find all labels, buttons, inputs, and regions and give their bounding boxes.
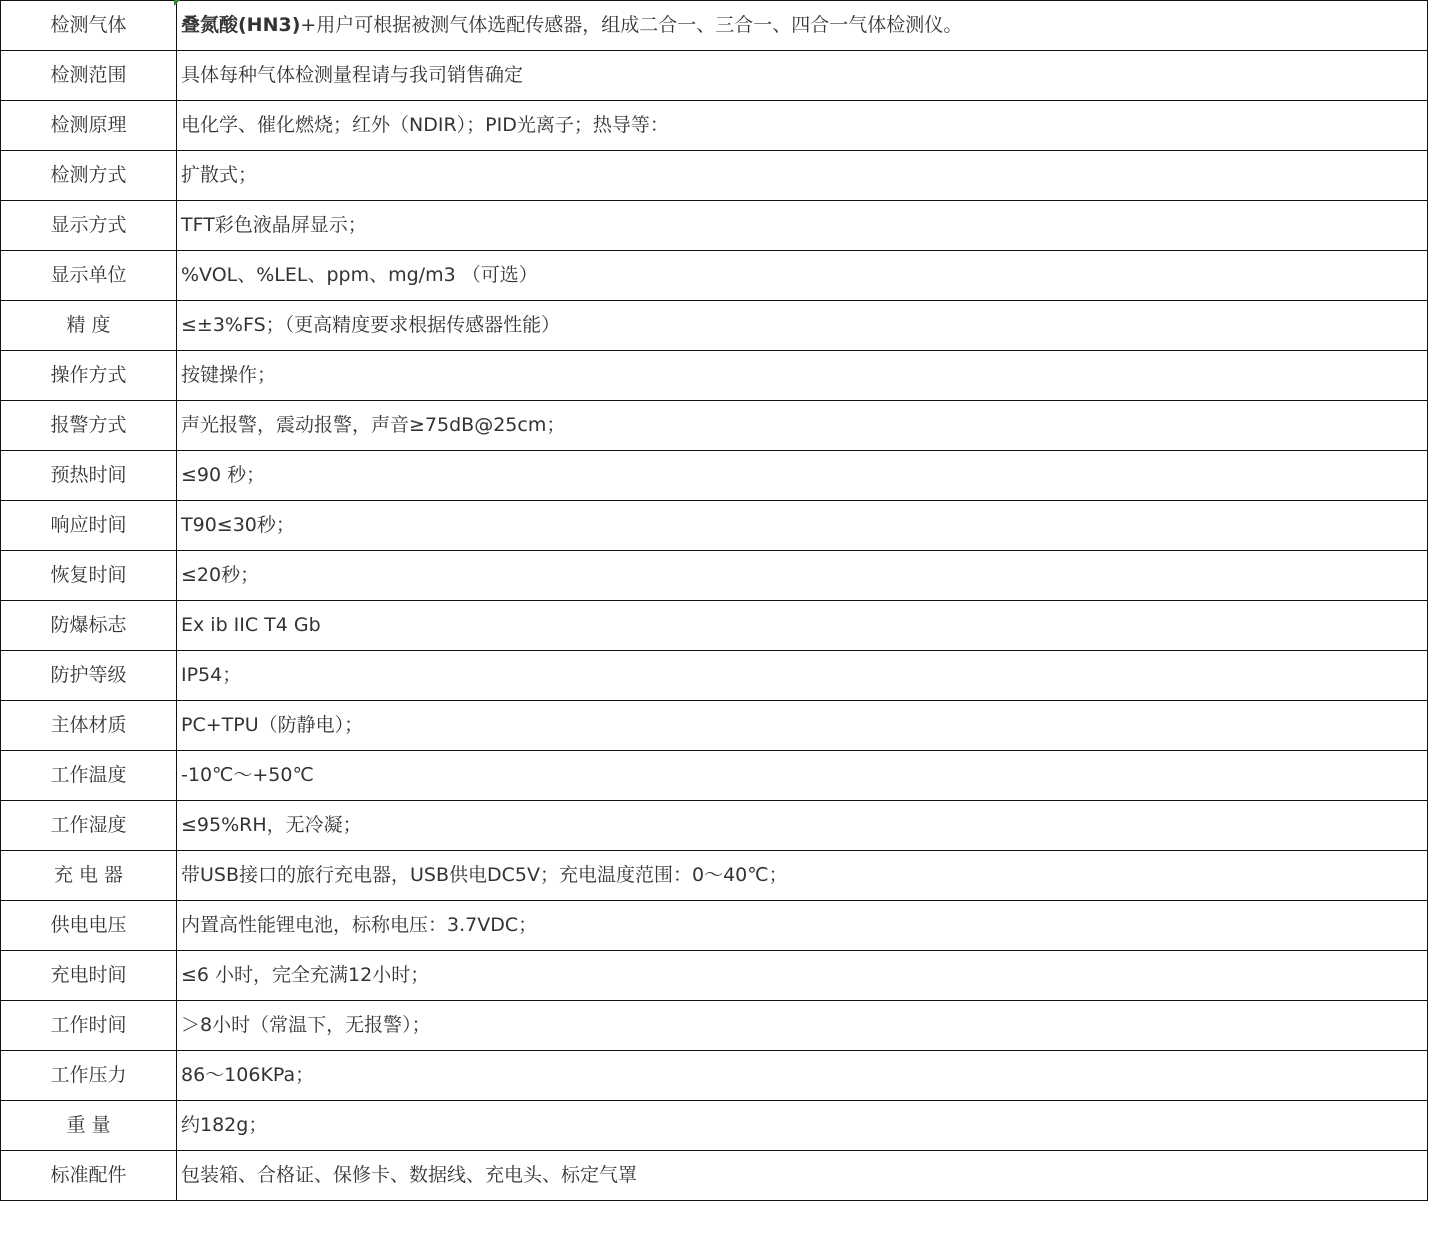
row-value: ≤95%RH，无冷凝； [177, 801, 1428, 851]
row-value-text: +用户可根据被测气体选配传感器，组成二合一、三合一、四合一气体检测仪。 [300, 14, 963, 36]
row-value: %VOL、%LEL、ppm、mg/m3 （可选） [177, 251, 1428, 301]
row-value: 带USB接口的旅行充电器，USB供电DC5V；充电温度范围：0～40℃； [177, 851, 1428, 901]
row-value: 约182g； [177, 1101, 1428, 1151]
gas-name: 叠氮酸(HN3) [181, 14, 301, 36]
table-row [1, 1101, 1428, 1151]
table-row [1, 601, 1428, 651]
row-value: PC+TPU（防静电）； [177, 701, 1428, 751]
row-label: 工作温度 [1, 751, 177, 801]
row-label: 检测范围 [1, 51, 177, 101]
table-row [1, 551, 1428, 601]
row-label: 重 量 [1, 1101, 177, 1151]
row-value [177, 1, 1428, 51]
table-row [1, 1051, 1428, 1101]
row-value: 具体每种气体检测量程请与我司销售确定 [177, 51, 1428, 101]
row-value: 声光报警，震动报警，声音≥75dB@25cm； [177, 401, 1428, 451]
row-value: 扩散式； [177, 151, 1428, 201]
row-label: 充电时间 [1, 951, 177, 1001]
row-value: ≤6 小时，完全充满12小时； [177, 951, 1428, 1001]
row-value: 86～106KPa； [177, 1051, 1428, 1101]
row-label: 恢复时间 [1, 551, 177, 601]
table-row [1, 501, 1428, 551]
row-label: 报警方式 [1, 401, 177, 451]
row-value: 内置高性能锂电池，标称电压：3.7VDC； [177, 901, 1428, 951]
table-row [1, 951, 1428, 1001]
row-value: 包装箱、合格证、保修卡、数据线、充电头、标定气罩 [177, 1151, 1428, 1201]
table-row [1, 1151, 1428, 1201]
row-value: ≤±3%FS；（更高精度要求根据传感器性能） [177, 301, 1428, 351]
table-row [1, 1001, 1428, 1051]
table-row [1, 201, 1428, 251]
row-value: ≤20秒； [177, 551, 1428, 601]
row-label: 防护等级 [1, 651, 177, 701]
row-label: 检测原理 [1, 101, 177, 151]
table-row [1, 851, 1428, 901]
row-label: 响应时间 [1, 501, 177, 551]
row-label: 预热时间 [1, 451, 177, 501]
cell-corner-marker [174, 0, 180, 6]
table-row [1, 701, 1428, 751]
row-value: ≤90 秒； [177, 451, 1428, 501]
table-row [1, 301, 1428, 351]
row-value: TFT彩色液晶屏显示； [177, 201, 1428, 251]
table-row [1, 651, 1428, 701]
table-row [1, 801, 1428, 851]
row-label: 操作方式 [1, 351, 177, 401]
table-row [1, 151, 1428, 201]
table-row [1, 351, 1428, 401]
row-label: 充 电 器 [1, 851, 177, 901]
table-row [1, 1, 1428, 51]
row-value: ＞8小时（常温下，无报警）； [177, 1001, 1428, 1051]
row-label: 防爆标志 [1, 601, 177, 651]
row-label: 检测方式 [1, 151, 177, 201]
row-label: 显示方式 [1, 201, 177, 251]
table-row [1, 751, 1428, 801]
table-row [1, 251, 1428, 301]
row-label: 工作时间 [1, 1001, 177, 1051]
table-row [1, 101, 1428, 151]
row-value: T90≤30秒； [177, 501, 1428, 551]
row-value: Ex ib IIC T4 Gb [177, 601, 1428, 651]
row-value: 按键操作； [177, 351, 1428, 401]
row-label: 检测气体 [1, 1, 177, 51]
row-label: 供电电压 [1, 901, 177, 951]
row-label: 主体材质 [1, 701, 177, 751]
row-value: -10℃～+50℃ [177, 751, 1428, 801]
table-row [1, 401, 1428, 451]
table-row [1, 451, 1428, 501]
table-row [1, 901, 1428, 951]
row-label: 工作压力 [1, 1051, 177, 1101]
row-label: 精 度 [1, 301, 177, 351]
row-label: 显示单位 [1, 251, 177, 301]
row-label: 标准配件 [1, 1151, 177, 1201]
table-row [1, 51, 1428, 101]
row-value: 电化学、催化燃烧；红外（NDIR）；PID光离子；热导等： [177, 101, 1428, 151]
row-value: IP54； [177, 651, 1428, 701]
row-label: 工作湿度 [1, 801, 177, 851]
